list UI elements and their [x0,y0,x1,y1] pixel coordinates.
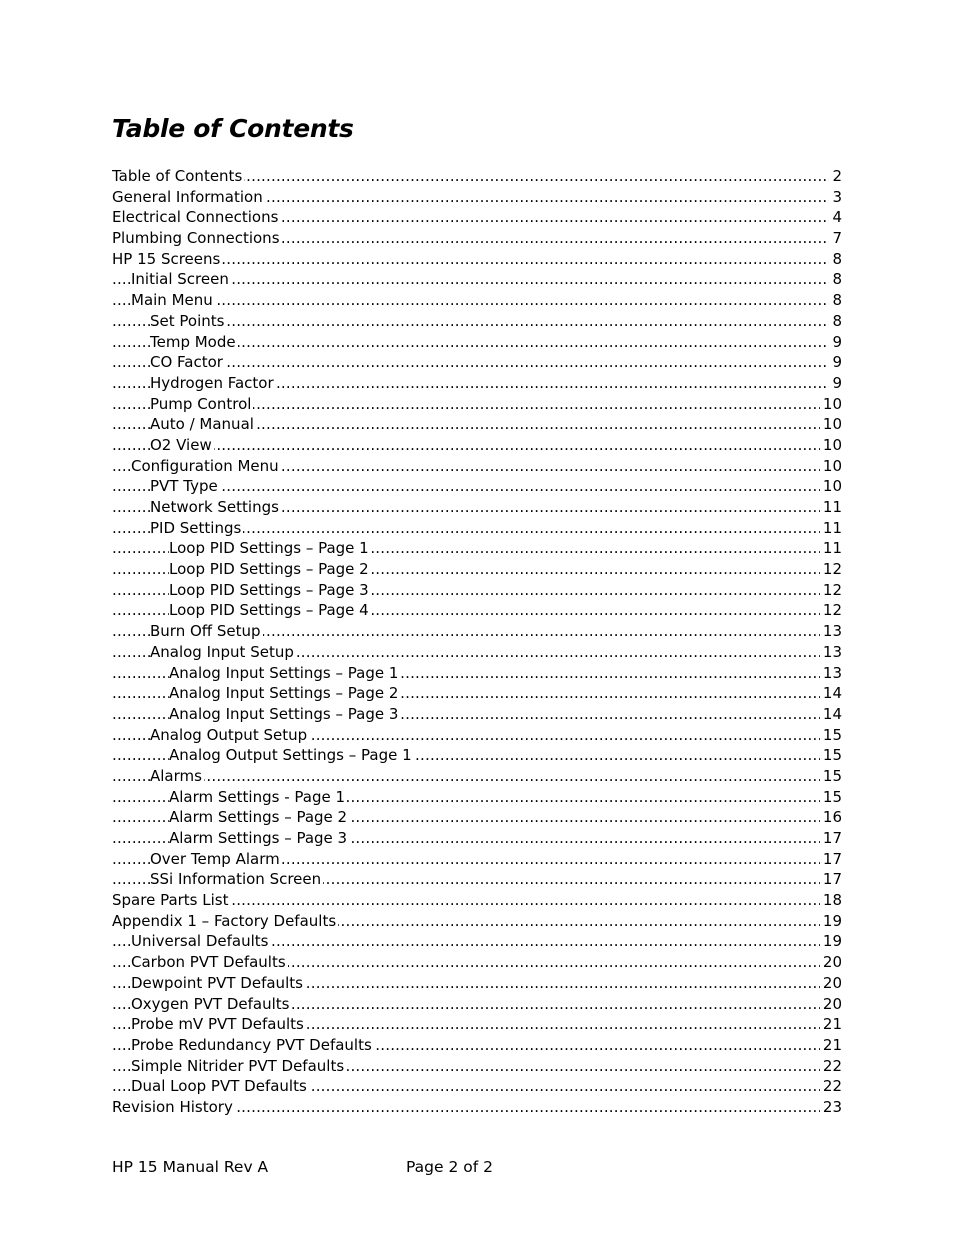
footer-page-number: Page 2 of 2 [406,1158,493,1176]
footer-manual-name: HP 15 Manual Rev A [112,1158,269,1176]
toc-entry-page-number: 11 [820,518,842,539]
toc-entry-page-number: 12 [820,600,842,621]
table-of-contents [112,166,842,1118]
toc-entry-page-number: 7 [829,228,842,249]
toc-entry[interactable] [112,725,842,746]
toc-entry-title: Loop PID Settings – Page 2 [169,560,369,579]
toc-entry[interactable] [112,869,842,890]
toc-entry-page-number: 10 [820,394,842,415]
toc-entry-page-number: 14 [820,683,842,704]
toc-entry-title: Initial Screen [131,270,229,289]
toc-entry-title: Hydrogen Factor [150,373,274,392]
toc-entry-page-number: 17 [820,869,842,890]
toc-entry-page-number: 19 [820,911,842,932]
toc-entry[interactable] [112,663,842,684]
toc-entry[interactable] [112,911,842,932]
toc-entry-title: Alarm Settings – Page 3 [169,829,348,847]
toc-entry[interactable] [112,373,842,394]
toc-entry[interactable] [112,745,842,766]
toc-entry-title: Network Settings [150,498,279,516]
toc-entry-title: O2 View [150,435,212,454]
toc-entry-title: Alarm Settings – Page 2 [169,808,348,827]
toc-entry[interactable] [112,1014,842,1035]
toc-entry-page-number: 10 [820,476,842,497]
toc-entry[interactable] [112,580,842,601]
toc-entry[interactable] [112,414,842,435]
toc-entry-page-number: 20 [820,973,842,994]
toc-entry-page-number: 11 [820,538,842,559]
toc-entry-title: Dewpoint PVT Defaults [131,973,303,992]
toc-entry-page-number: 2 [829,166,842,187]
toc-entry-title: HP 15 Screens [112,249,221,268]
toc-entry[interactable] [112,683,842,704]
toc-entry-page-number: 15 [820,766,842,787]
toc-entry-title: Alarms [150,766,202,785]
toc-entry[interactable] [112,207,842,228]
toc-entry-title: SSi Information Screen [150,870,322,889]
toc-entry-title: Probe mV PVT Defaults [131,1015,304,1034]
toc-entry-title: Dual Loop PVT Defaults [131,1077,307,1096]
toc-entry-page-number: 12 [820,559,842,580]
toc-entry[interactable] [112,1076,842,1097]
toc-entry-page-number: 14 [820,704,842,725]
toc-entry[interactable] [112,952,842,973]
toc-entry-page-number: 22 [820,1056,842,1077]
toc-entry-title: Main Menu [131,291,213,310]
toc-entry-page-number: 8 [829,311,842,332]
toc-entry-title: Spare Parts List [112,891,229,910]
toc-entry-page-number: 9 [829,373,842,394]
toc-entry-page-number: 15 [820,787,842,808]
toc-entry-title: Analog Output Setup [150,725,308,744]
toc-entry-title: General Information [112,187,263,206]
toc-entry[interactable] [112,166,842,187]
toc-entry[interactable] [112,849,842,870]
toc-entry[interactable] [112,1097,842,1118]
toc-entry[interactable] [112,787,842,808]
toc-entry-title: Loop PID Settings – Page 4 [169,601,369,620]
toc-entry-page-number: 21 [820,1014,842,1035]
toc-entry-page-number: 3 [829,187,842,208]
toc-entry-title: Revision History [112,1097,233,1116]
toc-entry-page-number: 10 [820,435,842,456]
toc-entry-title: Analog Input Settings – Page 3 [169,704,399,723]
toc-entry[interactable] [112,538,842,559]
toc-entry-title: Universal Defaults [131,932,269,951]
toc-entry[interactable] [112,518,842,539]
toc-entry-page-number: 4 [829,207,842,228]
toc-entry-title: Analog Output Settings – Page 1 [169,746,412,765]
toc-entry-page-number: 15 [820,725,842,746]
toc-entry[interactable] [112,642,842,663]
toc-entry-page-number: 10 [820,456,842,477]
toc-entry-page-number: 23 [820,1097,842,1118]
toc-entry[interactable] [112,352,842,373]
toc-entry[interactable] [112,269,842,290]
toc-entry-title: Carbon PVT Defaults [131,953,286,972]
toc-entry[interactable] [112,559,842,580]
toc-entry-title: Oxygen PVT Defaults [131,994,290,1013]
toc-entry-title: Analog Input Settings – Page 1 [169,663,399,682]
toc-entry[interactable] [112,332,842,353]
toc-entry[interactable] [112,766,842,787]
toc-entry-page-number: 17 [820,849,842,870]
toc-entry[interactable] [112,497,842,518]
toc-entry-page-number: 20 [820,952,842,973]
toc-entry-title: CO Factor [150,353,223,372]
toc-entry-page-number: 19 [820,931,842,952]
toc-entry-title: Set Points [150,311,225,330]
toc-entry-page-number: 13 [820,642,842,663]
toc-entry-page-number: 18 [820,890,842,911]
toc-entry-title: Over Temp Alarm [150,849,280,868]
toc-entry[interactable] [112,290,842,311]
toc-entry[interactable] [112,249,842,270]
toc-entry[interactable] [112,600,842,621]
toc-entry-page-number: 10 [820,414,842,435]
toc-entry-title: Loop PID Settings – Page 3 [169,580,369,599]
toc-entry-page-number: 9 [829,352,842,373]
toc-entry-title: Table of Contents [112,167,243,185]
toc-entry[interactable] [112,476,842,497]
toc-entry-title: Configuration Menu [131,456,279,475]
toc-entry-title: Appendix 1 – Factory Defaults [112,911,337,930]
toc-entry-title: Pump Control [150,394,252,413]
toc-entry-title: Alarm Settings - Page 1 [169,787,346,806]
toc-entry-page-number: 20 [820,994,842,1015]
toc-entry-title: Temp Mode [150,332,236,351]
toc-entry-page-number: 22 [820,1076,842,1097]
toc-entry-title: Loop PID Settings – Page 1 [169,539,369,558]
toc-entry-page-number: 8 [829,290,842,311]
toc-entry[interactable] [112,704,842,725]
toc-entry[interactable] [112,1056,842,1077]
toc-entry[interactable] [112,435,842,456]
toc-entry-title: Electrical Connections [112,208,279,227]
toc-entry-title: Simple Nitrider PVT Defaults [131,1056,345,1075]
toc-entry[interactable] [112,228,842,249]
toc-entry[interactable] [112,994,842,1015]
toc-entry[interactable] [112,807,842,828]
toc-entry[interactable] [112,828,842,849]
toc-entry[interactable] [112,1035,842,1056]
toc-entry-page-number: 8 [829,249,842,270]
toc-entry-title: Probe Redundancy PVT Defaults [131,1035,372,1054]
toc-entry[interactable] [112,973,842,994]
toc-entry-title: PID Settings [150,518,242,537]
toc-entry-page-number: 13 [820,663,842,684]
toc-entry-title: Analog Input Setup [150,642,294,661]
toc-entry-page-number: 12 [820,580,842,601]
toc-entry-title: PVT Type [150,477,218,496]
toc-entry-page-number: 15 [820,745,842,766]
toc-entry[interactable] [112,621,842,642]
toc-entry[interactable] [112,187,842,208]
toc-entry-title: Burn Off Setup [150,622,261,641]
toc-entry[interactable] [112,311,842,332]
toc-entry-page-number: 11 [820,497,842,518]
toc-entry-page-number: 16 [820,807,842,828]
toc-entry-title: Auto / Manual [150,415,254,434]
toc-entry-page-number: 21 [820,1035,842,1056]
page-title: Table of Contents [112,114,354,143]
toc-entry[interactable] [112,890,842,911]
toc-entry[interactable] [112,931,842,952]
toc-entry-page-number: 13 [820,621,842,642]
toc-entry-page-number: 17 [820,828,842,849]
toc-entry-page-number: 8 [829,269,842,290]
toc-entry-title: Plumbing Connections [112,229,280,248]
toc-entry-page-number: 9 [829,332,842,353]
toc-entry[interactable] [112,456,842,477]
toc-entry[interactable] [112,394,842,415]
toc-entry-title: Analog Input Settings – Page 2 [169,684,399,703]
